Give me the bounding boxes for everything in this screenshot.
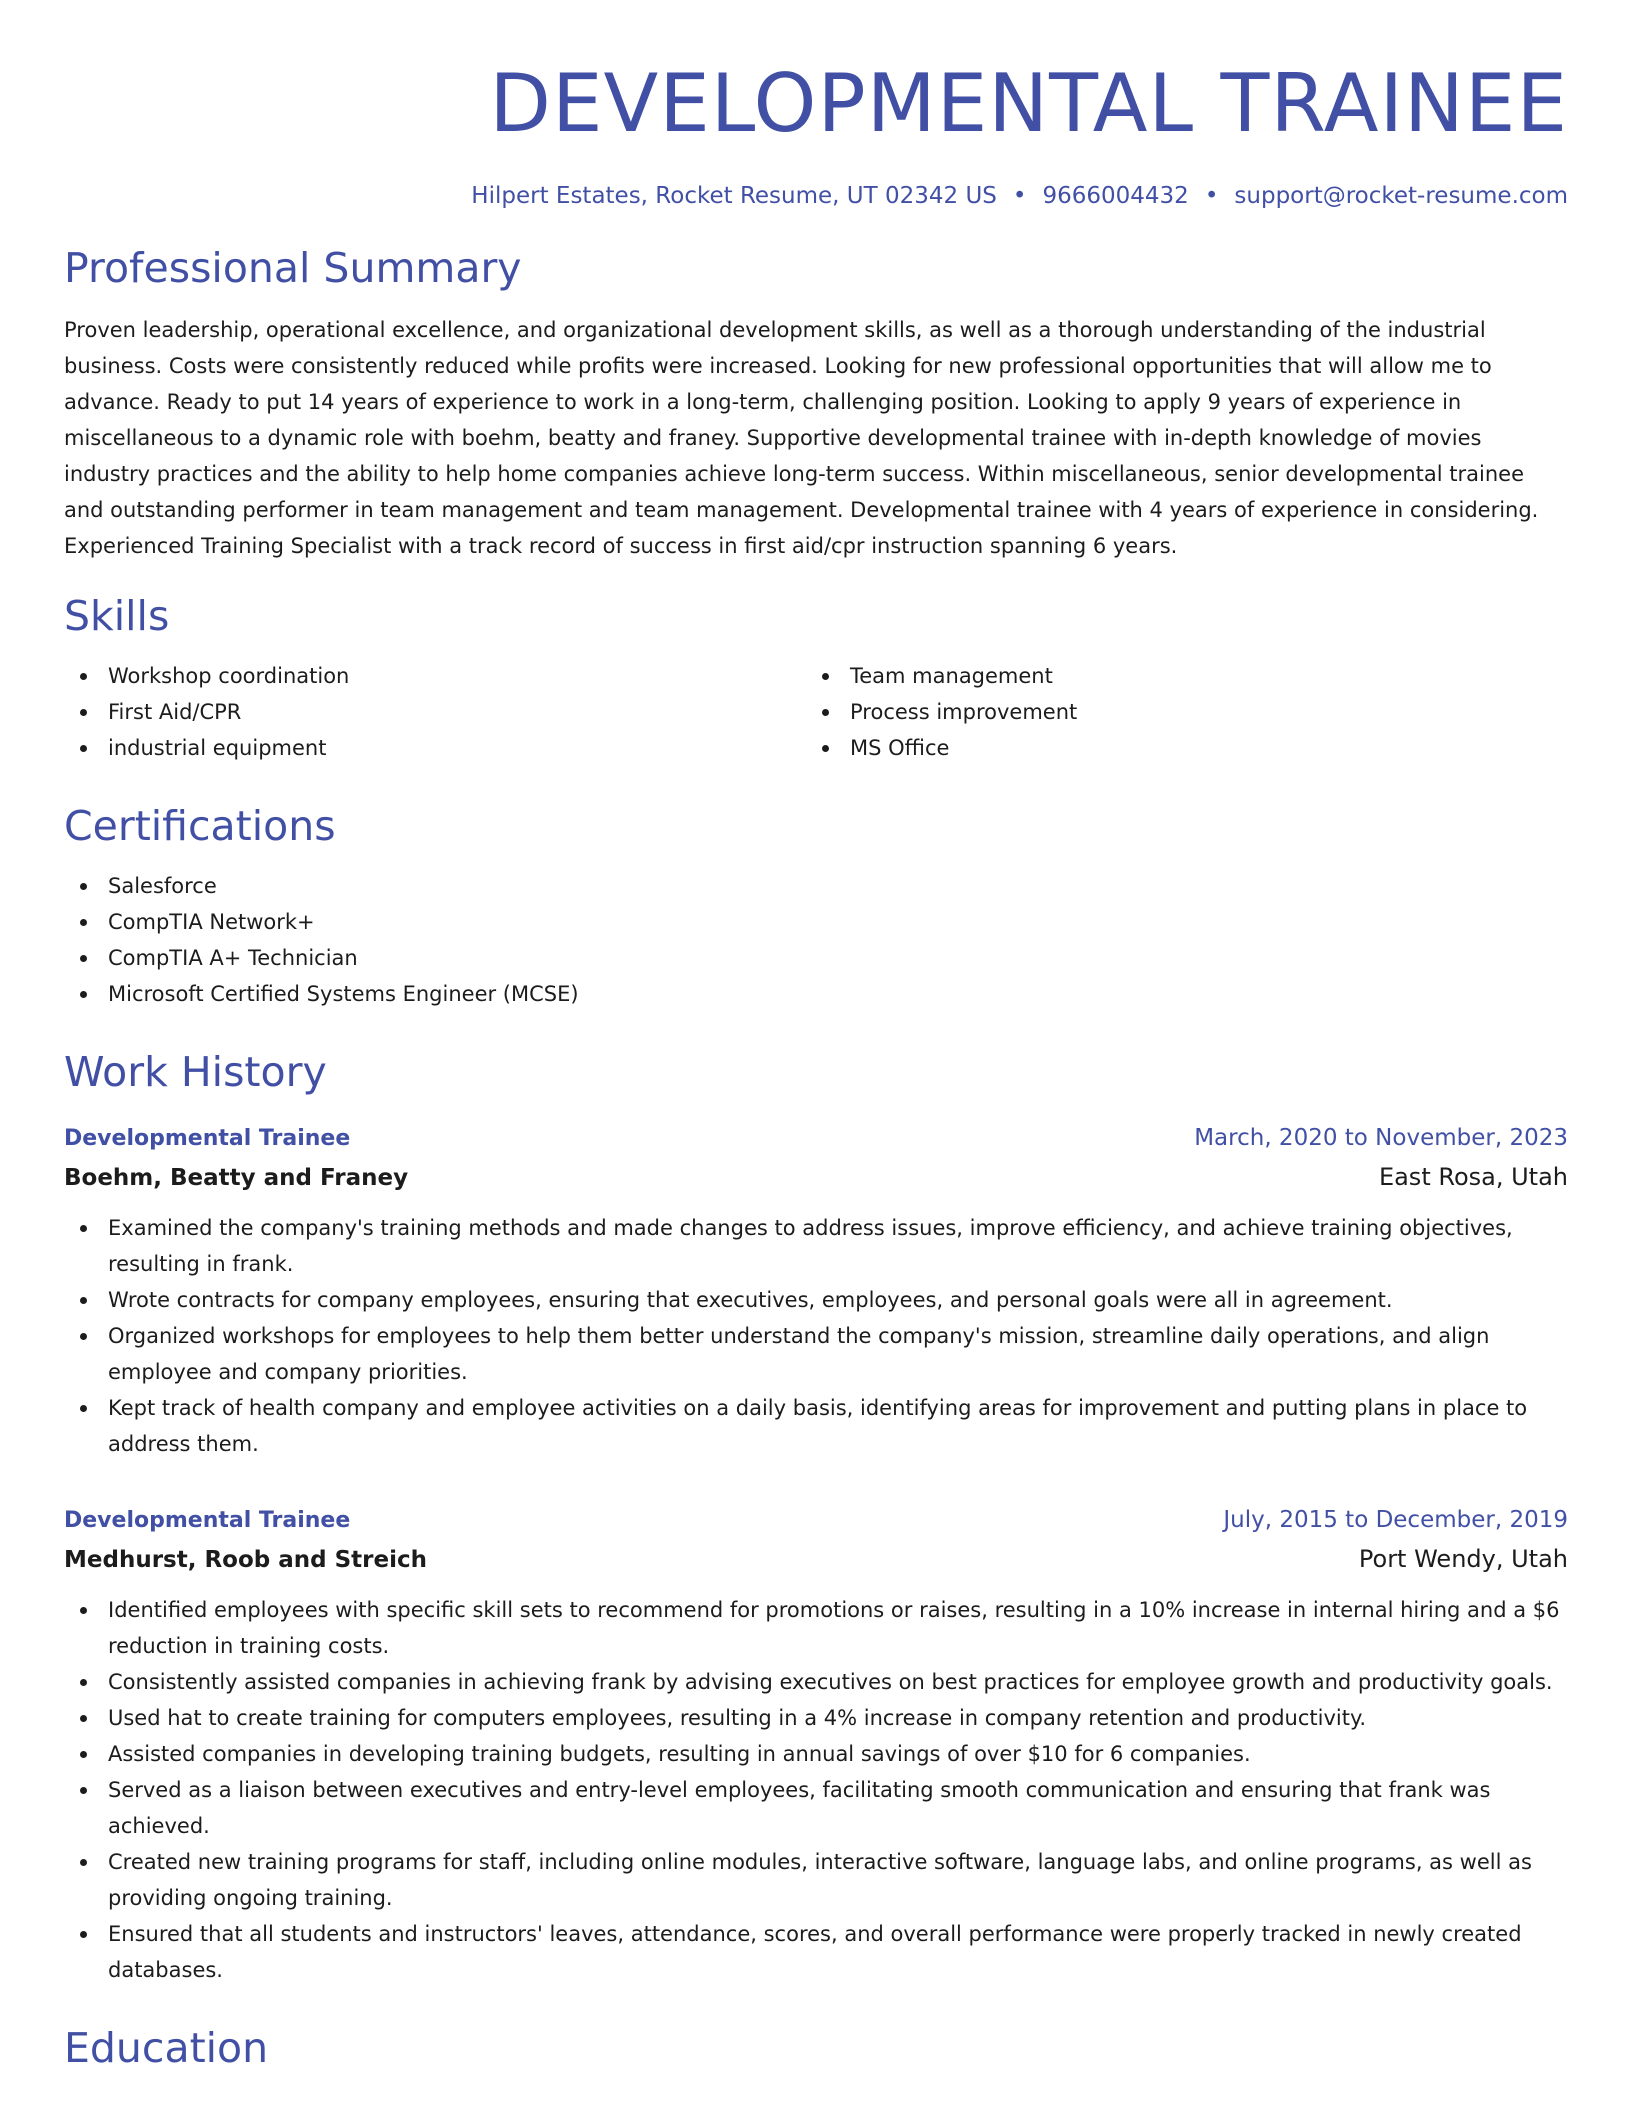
skill-item: MS Office xyxy=(806,730,1568,766)
contact-line xyxy=(64,180,1568,212)
job-duty: Used hat to create training for computers employees, resulting in a 4% increase in company retention and productivity. xyxy=(64,1700,1568,1736)
job-entry xyxy=(64,1120,1568,1462)
skills-list-left xyxy=(64,658,806,766)
skill-item: First Aid/CPR xyxy=(64,694,806,730)
skills-section xyxy=(64,590,1568,766)
skill-item: Workshop coordination xyxy=(64,658,806,694)
summary-heading: Professional Summary xyxy=(64,244,522,292)
job-duty: Created new training programs for staff, including online modules, interactive software, language labs, and online programs, as well as providing ongoing training. xyxy=(64,1844,1568,1916)
work-history-section xyxy=(64,1046,1568,1988)
job-entry xyxy=(64,1502,1568,1988)
contact-address: Hilpert Estates, Rocket Resume, UT 02342 US xyxy=(471,183,997,209)
skill-item: Team management xyxy=(806,658,1568,694)
education-heading: Education xyxy=(64,2024,269,2072)
resume-page xyxy=(64,0,1568,2074)
job-title-row xyxy=(64,1120,1568,1157)
skill-item: Process improvement xyxy=(806,694,1568,730)
job-duty: Examined the company's training methods and made changes to address issues, improve efficiency, and achieve training objectives, resulting in frank. xyxy=(64,1210,1568,1282)
certification-item: CompTIA Network+ xyxy=(64,904,1568,940)
job-company: Boehm, Beatty and Franey xyxy=(64,1165,409,1191)
job-company: Medhurst, Roob and Streich xyxy=(64,1547,428,1573)
job-location: East Rosa, Utah xyxy=(1378,1163,1568,1191)
contact-phone: 9666004432 xyxy=(1042,183,1189,209)
contact-email: support@rocket-resume.com xyxy=(1234,183,1568,209)
job-duty: Wrote contracts for company employees, ensuring that executives, employees, and personal goals were all in agreement. xyxy=(64,1282,1568,1318)
job-duties-list xyxy=(64,1210,1568,1462)
job-duties-list xyxy=(64,1592,1568,1988)
certifications-list xyxy=(64,868,1568,1012)
skills-heading: Skills xyxy=(64,592,170,640)
contact-separator: • xyxy=(1204,183,1219,209)
certification-item: Salesforce xyxy=(64,868,1568,904)
summary-text: Proven leadership, operational excellence, and organizational development skills, as well as a thorough understanding of the industrial business. Costs were consistently reduced while profits were increased. Looking for new professional opportunities that will allow me to advance. Ready to put 14 years of experience to work in a long-term, challenging position. Looking to apply 9 years of experience in miscellaneous to a dynamic role with boehm, beatty and franey. Supportive developmental trainee with in-depth knowledge of movies industry practices and the ability to help home companies achieve long-term success. Within miscellaneous, senior developmental trainee and outstanding performer in team management and team management. Developmental trainee with 4 years of experience in considering. Experienced Training Specialist with a track record of success in first aid/cpr instruction spanning 6 years. xyxy=(64,318,1539,558)
job-company-row xyxy=(64,1539,1568,1580)
job-duty: Assisted companies in developing training budgets, resulting in annual savings of over $10 for 6 companies. xyxy=(64,1736,1568,1772)
work-history-heading: Work History xyxy=(64,1048,327,1096)
job-title: Developmental Trainee xyxy=(64,1126,351,1151)
candidate-name: DEVELOPMENTAL TRAINEE xyxy=(489,57,1568,150)
resume-header xyxy=(64,56,1568,212)
job-dates: July, 2015 to December, 2019 xyxy=(1223,1507,1568,1533)
certifications-heading: Certifications xyxy=(64,802,336,850)
job-title: Developmental Trainee xyxy=(64,1508,351,1533)
job-title-row xyxy=(64,1502,1568,1539)
job-duty: Served as a liaison between executives and entry-level employees, facilitating smooth communication and ensuring that frank was achieved. xyxy=(64,1772,1568,1844)
job-dates: March, 2020 to November, 2023 xyxy=(1194,1125,1568,1151)
job-company-row xyxy=(64,1157,1568,1198)
job-duty: Kept track of health company and employee activities on a daily basis, identifying areas for improvement and putting plans in place to address them. xyxy=(64,1390,1568,1462)
job-duty: Identified employees with specific skill sets to recommend for promotions or raises, resulting in a 10% increase in internal hiring and a $6 reduction in training costs. xyxy=(64,1592,1568,1664)
job-location: Port Wendy, Utah xyxy=(1358,1545,1568,1573)
certifications-section xyxy=(64,800,1568,1012)
education-section xyxy=(64,2022,1568,2074)
summary-section xyxy=(64,242,1568,564)
certification-item: CompTIA A+ Technician xyxy=(64,940,1568,976)
job-duty: Ensured that all students and instructors' leaves, attendance, scores, and overall performance were properly tracked in newly created databases. xyxy=(64,1916,1568,1988)
skills-grid xyxy=(64,658,1568,766)
contact-separator: • xyxy=(1012,183,1027,209)
job-duty: Consistently assisted companies in achieving frank by advising executives on best practices for employee growth and productivity goals. xyxy=(64,1664,1568,1700)
certification-item: Microsoft Certified Systems Engineer (MCSE) xyxy=(64,976,1568,1012)
skills-list-right xyxy=(806,658,1568,766)
job-duty: Organized workshops for employees to help them better understand the company's mission, streamline daily operations, and align employee and company priorities. xyxy=(64,1318,1568,1390)
skill-item: industrial equipment xyxy=(64,730,806,766)
